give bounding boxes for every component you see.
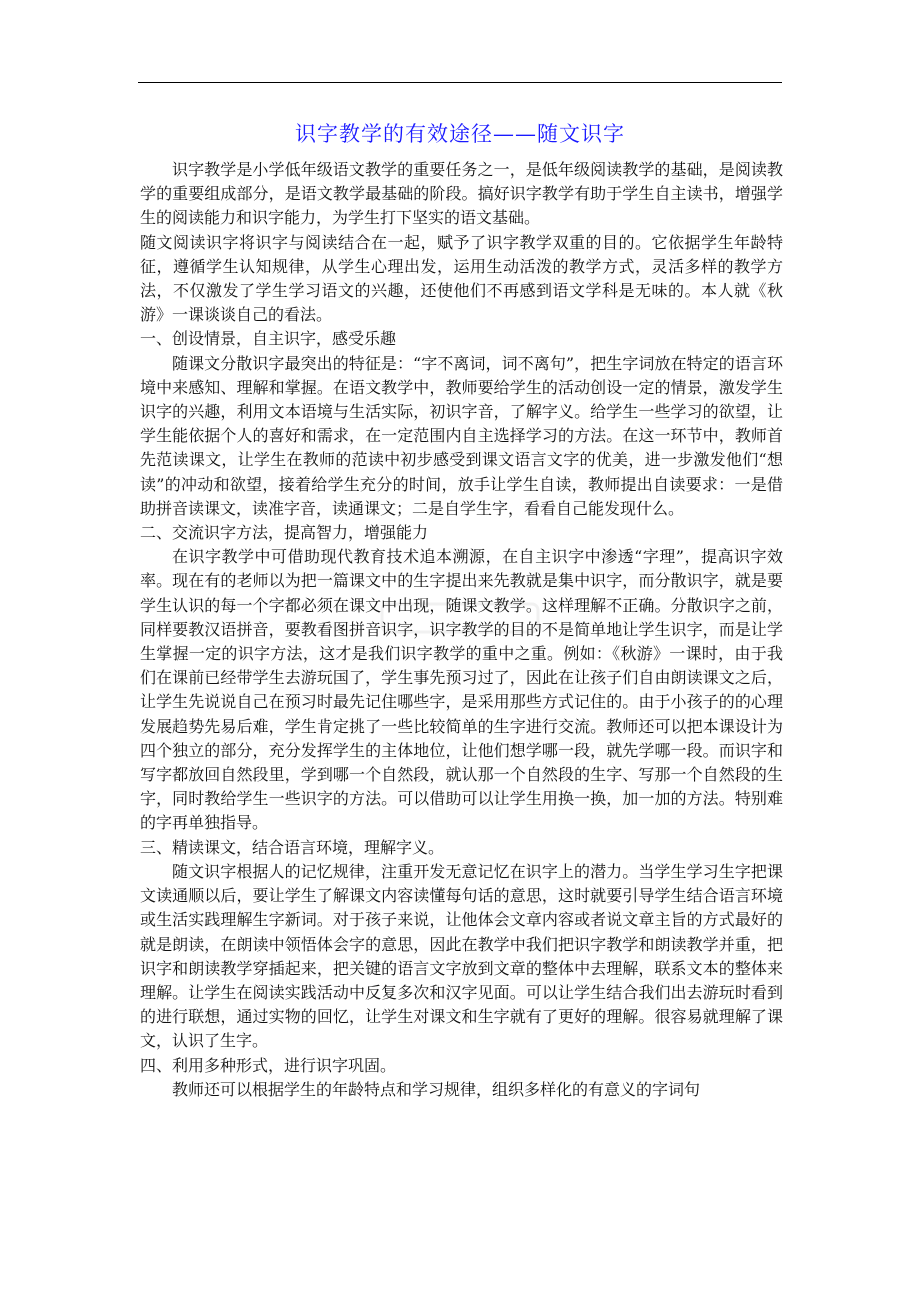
section-heading-2: 二、交流识字方法，提高智力，增强能力 (140, 523, 429, 543)
section-heading-3: 三、精读课文，结合语言环境，理解字义。 (140, 837, 445, 857)
section-heading-4: 四、利用多种形式，进行识字巩固。 (140, 1055, 397, 1075)
intro-paragraph-2: 随文阅读识字将识字与阅读结合在一起，赋予了识字教学双重的目的。它依据学生年龄特征，遵循学生认知规律，从学生心理出发，运用生动活泼的教学方式，灵活多样的教学方法，不仅激发了学生学习语文的兴趣，还使他们不再感到语文学科是无味的。本人就《秋游》一课谈谈自己的看法。 (140, 232, 783, 325)
section-body-3: 随文识字根据人的记忆规律，注重开发无意记忆在识字上的潜力。当学生学习生字把课文读通顺以后，要让学生了解课文内容读懂每句话的意思，这时就要引导学生结合语言环境或生活实践理解生字新词。对于孩子来说，让他体会文章内容或者说文章主旨的方式最好的就是朗读，在朗读中领悟体会字的意思，因此在教学中我们把识字教学和朗读教学并重，把识字和朗读教学穿插起来，把关键的语言文字放到文章的整体中去理解，联系文本的整体来理解。让学生在阅读实践活动中反复多次和汉字见面。可以让学生结合我们出去游玩时看到的进行联想，通过实物的回忆，让学生对课文和生字就有了更好的理解。很容易就理解了课文，认识了生字。 (140, 861, 783, 1051)
section-heading-1: 一、创设情景，自主识字，感受乐趣 (140, 329, 397, 349)
document-body (140, 158, 783, 1102)
document-title: 识字教学的有效途径——随文识字 (295, 122, 625, 146)
header-rule (138, 82, 782, 83)
section-body-2: 在识字教学中可借助现代教育技术追本溯源，在自主识字中渗透“字理”，提高识字效率。现在有的老师以为把一篇课文中的生字提出来先教就是集中识字，而分散识字，就是要学生认识的每一个字都必须在课文中出现，随课文教学。这样理解不正确。分散识字之前，同样要教汉语拼音，要教看图拼音识字，识字教学的目的不是简单地让学生识字，而是让学生掌握一定的识字方法，这才是我们识字教学的重中之重。例如：《秋游》一课时，由于我们在课前已经带学生去游玩国了，学生事先预习过了，因此在让孩子们自由朗读课文之后，让学生先说说自己在预习时最先记住哪些字，是采用那些方式记住的。由于小孩子的的心理发展趋势先易后难，学生肯定挑了一些比较简单的生字进行交流。教师还可以把本课设计为四个独立的部分，充分发挥学生的主体地位，让他们想学哪一段，就先学哪一段。而识字和写字都放回自然段里，学到哪一个自然段，就认那一个自然段的生字、写那一个自然段的生字，同时教给学生一些识字的方法。可以借助可以让学生用换一换，加一加的方法。特别难的字再单独指导。 (140, 547, 783, 833)
section-body-1: 随课文分散识字最突出的特征是：“字不离词，词不离句”，把生字词放在特定的语言环境中来感知、理解和掌握。在语文教学中，教师要给学生的活动创设一定的情景，激发学生识字的兴趣，利用文本语境与生活实际，初识字音，了解字义。给学生一些学习的欲望，让学生能依据个人的喜好和需求，在一定范围内自主选择学习的方法。在这一环节中，教师首先范读课文，让学生在教师的范读中初步感受到课文语言文字的优美，进一步激发他们“想读”的冲动和欲望，接着给学生充分的时间，放手让学生自读，教师提出自读要求：一是借助拼音读课文，读准字音，读通课文；二是自学生字，看看自己能发现什么。 (140, 353, 783, 518)
section-body-4: 教师还可以根据学生的年龄特点和学习规律，组织多样化的有意义的字词句 (172, 1079, 701, 1099)
intro-paragraph-1: 识字教学是小学低年级语文教学的重要任务之一，是低年级阅读教学的基础，是阅读教学的重要组成部分，是语文教学最基础的阶段。搞好识字教学有助于学生自主读书，增强学生的阅读能力和识字能力，为学生打下坚实的语文基础。 (140, 160, 783, 228)
